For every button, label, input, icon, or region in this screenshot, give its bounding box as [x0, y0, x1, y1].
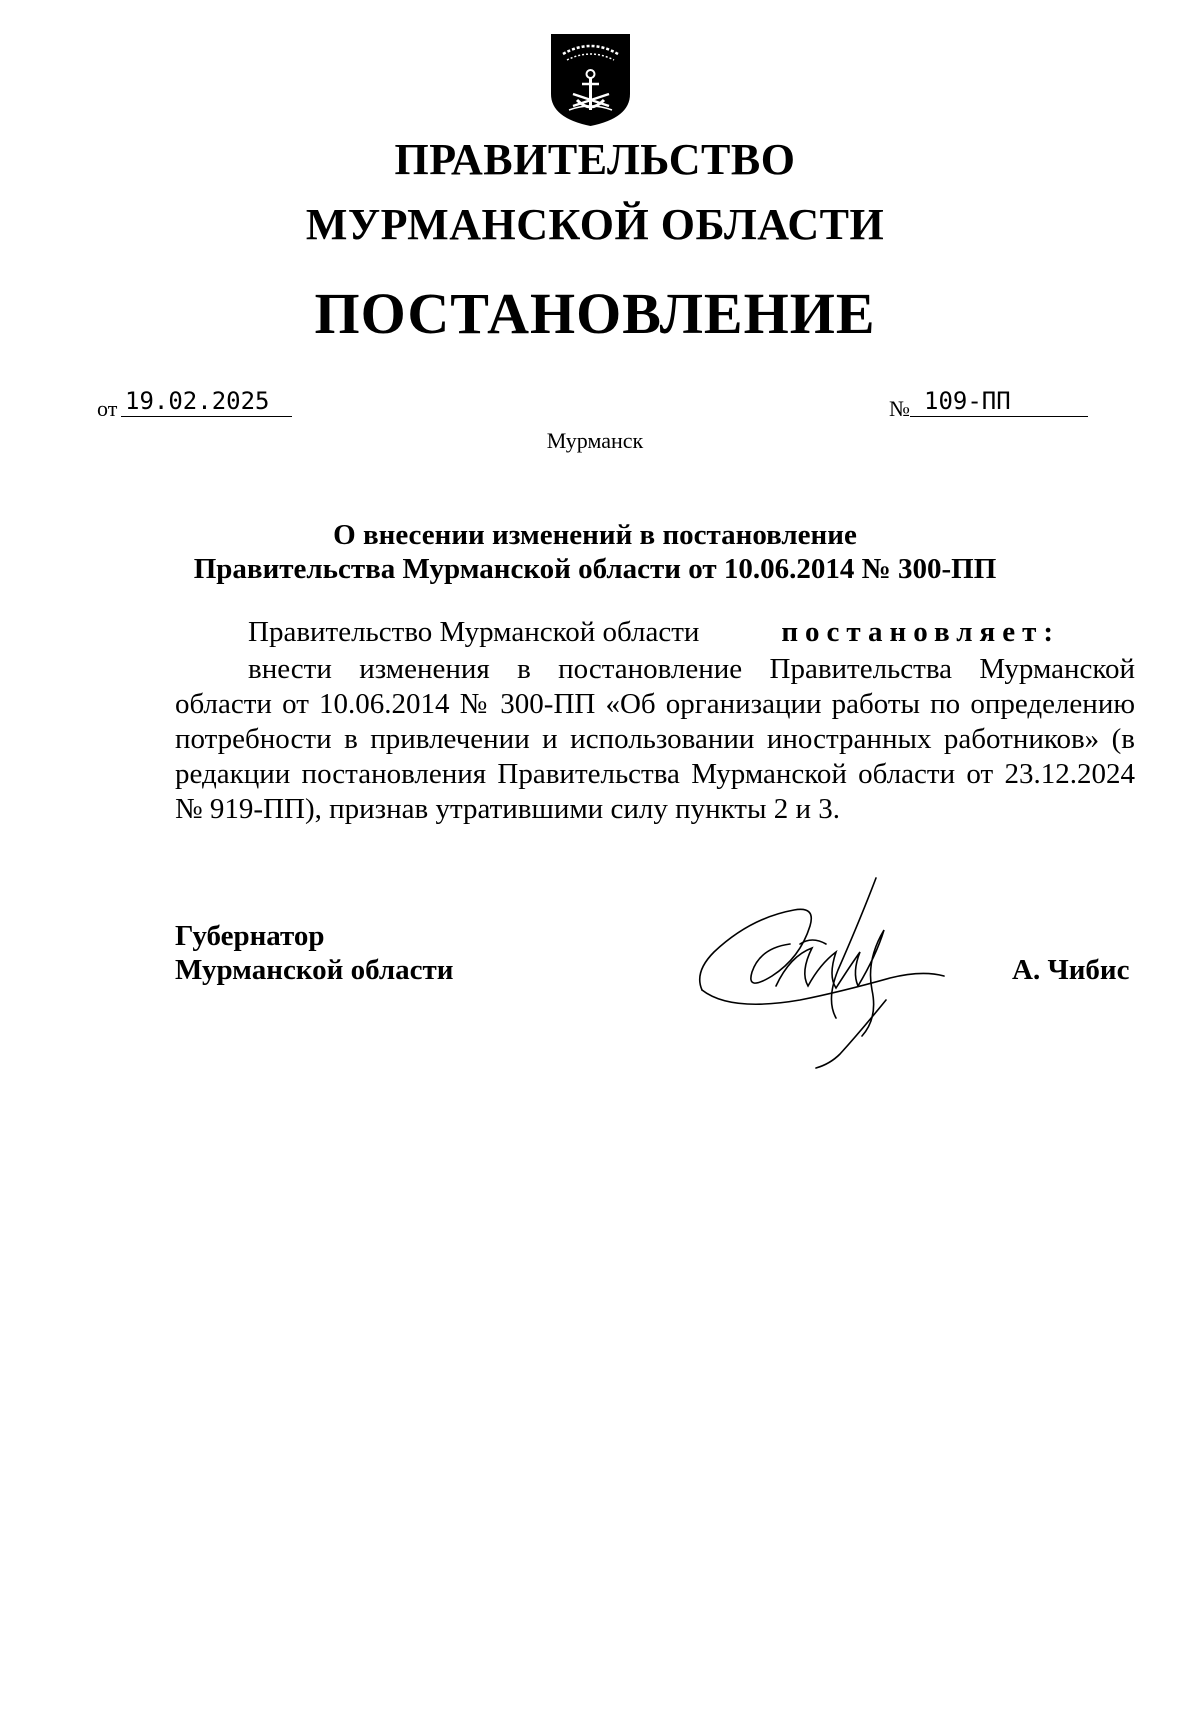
document-type: ПОСТАНОВЛЕНИЕ: [314, 281, 876, 346]
subject-line2: Правительства Мурманской области от 10.06.2014 № 300-ПП: [193, 553, 997, 585]
decree-text: внести изменения в постановление Правительства Мурманской области от 10.06.2014 № 300-ПП «Об организации работы по определению потребности в привлечении и использовании иностранных работников» (в редакции постановления Правительства Мурманской области от 23.12.2024 № 919-ПП), признав утратившими силу пункты 2 и 3.: [175, 653, 1135, 825]
subject-line1: О внесении изменений в постановление: [333, 519, 857, 551]
coat-of-arms-icon: [549, 32, 632, 128]
date-value: 19.02.2025: [121, 385, 292, 417]
government-title-line1: ПРАВИТЕЛЬСТВО: [394, 135, 796, 184]
preamble: [248, 618, 1060, 647]
handwritten-signature-icon: [690, 860, 960, 1070]
signatory-title-line2: Мурманской области: [175, 954, 454, 986]
number-value: 109-ПП: [910, 385, 1088, 417]
preamble-decides: постановляет:: [781, 616, 1060, 648]
date-label: от: [97, 396, 118, 421]
signatory-name: А. Чибис: [1012, 954, 1130, 986]
city: Мурманск: [546, 428, 644, 453]
signatory-title-line1: Губернатор: [175, 920, 325, 952]
preamble-lead: Правительство Мурманской области: [248, 616, 700, 648]
government-title-line2: МУРМАНСКОЙ ОБЛАСТИ: [305, 200, 885, 249]
number-label: №: [889, 396, 910, 421]
